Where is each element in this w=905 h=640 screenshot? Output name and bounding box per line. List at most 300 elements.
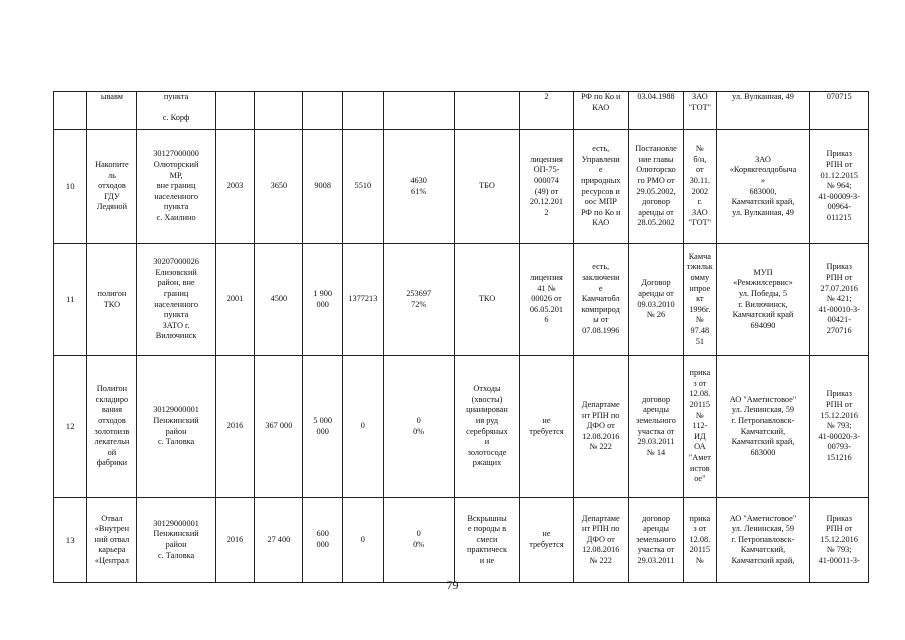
cell-text-line: 683000 — [750, 447, 776, 457]
cell-text-line: ОП-75- — [533, 165, 560, 175]
cell-text: 2016 — [226, 421, 244, 431]
cell-text-line: Накопите — [95, 160, 129, 170]
cell-text-line: фабрики — [96, 458, 128, 468]
cell-text-line: и — [484, 437, 490, 447]
cell-text: 0 — [360, 534, 365, 544]
cell-text-line: АО "Аметистовое" — [729, 513, 797, 523]
cell-license — [520, 92, 573, 130]
cell-text-line: 2 — [544, 92, 549, 101]
cell-text-line: 151216 — [826, 452, 852, 462]
cell-text-line: Управлени — [581, 154, 620, 164]
cell-text-line: пункта — [163, 92, 189, 101]
cell-text-line: 30129000001 — [153, 518, 199, 528]
cell-text-line: есть, — [592, 262, 610, 272]
cell-code — [137, 356, 215, 498]
table-row — [54, 130, 869, 244]
cell-text-line: ул. Вулканная, 49 — [732, 207, 794, 217]
cell-license — [520, 356, 573, 498]
cell-text-line: № 14 — [646, 447, 666, 457]
cell-text-line: лицензия — [530, 273, 563, 283]
cell-license — [520, 498, 573, 583]
cell-text-line: Камчатский край, — [731, 197, 795, 207]
cell-text-line: ИД — [694, 431, 706, 441]
cell-text-line: 30207000026 — [153, 257, 199, 267]
cell-text-line: ия руд — [475, 415, 499, 425]
cell-text-line: «Внутрен — [94, 524, 130, 534]
cell-text-line: 15.12.2016 — [820, 410, 858, 420]
cell-text-line: 600 — [316, 529, 329, 539]
cell-text-line: "ГОТ" — [688, 218, 712, 228]
cell-text-line: Приказ — [826, 149, 852, 159]
cell-text-line: оос МПР — [584, 197, 617, 207]
cell-text-line: 20115 — [689, 400, 711, 410]
cell-text: 9008 — [314, 181, 331, 191]
cell-text-line: земельного — [636, 415, 676, 425]
cell-text-line: 06.05.201 — [529, 304, 564, 314]
cell-text-line: «Корякгеолдобыча — [729, 165, 797, 175]
cell-area — [255, 92, 303, 130]
cell-text-line: ЗАО — [691, 207, 708, 217]
cell-operator — [716, 498, 810, 583]
cell-text-line: Департаме — [581, 513, 620, 523]
cell-text-line: Отходы — [473, 384, 501, 394]
cell-text-line: 29.05.2002, — [636, 186, 676, 196]
cell-text-line: истов — [690, 463, 710, 473]
cell-text-line: омму — [690, 273, 710, 283]
cell-text-line: 000 — [316, 426, 329, 436]
cell-text-line: № — [695, 144, 704, 154]
cell-text-line: ГДУ — [104, 191, 120, 201]
cell-text-line: ний отвал — [94, 534, 130, 544]
cell-text-line: ДФО от — [586, 421, 615, 431]
cell-accumulated — [343, 130, 384, 244]
cell-waste — [454, 356, 520, 498]
cell-text-line: 15.12.2016 — [820, 534, 858, 544]
cell-text-line: ЗАО — [755, 154, 771, 164]
cell-capacity — [303, 244, 343, 356]
cell-text-line: серебряных — [466, 426, 508, 436]
cell-text-line: границ — [163, 288, 189, 298]
cell-text-line: 000 — [316, 299, 329, 309]
cell-text-line: 41-00011-З- — [818, 555, 860, 565]
cell-area — [255, 244, 303, 356]
cell-land — [628, 244, 683, 356]
cell-text-line: (49) от — [534, 186, 559, 196]
cell-text-line: нт РПН по — [582, 410, 620, 420]
cell-text-line: не — [542, 415, 551, 425]
cell-operator — [716, 356, 810, 498]
cell-no — [54, 498, 87, 583]
cell-text: 13 — [65, 534, 75, 545]
cell-text-line: № — [695, 315, 704, 325]
cell-order — [810, 244, 869, 356]
cell-expertise — [573, 356, 628, 498]
cell-text-line: 0% — [413, 426, 425, 436]
cell-decision — [684, 92, 716, 130]
cell-remaining — [383, 130, 454, 244]
cell-text-line: № 793; — [826, 421, 852, 431]
cell-text-line: пункта — [163, 202, 189, 212]
cell-expertise — [573, 130, 628, 244]
cell-text-line: район, вне — [157, 278, 195, 288]
cell-expertise — [573, 92, 628, 130]
cell-text-line: 03.04.1988 — [637, 92, 675, 101]
cell-text: 4500 — [270, 294, 288, 304]
cell-text-line: з от — [693, 378, 707, 388]
cell-text-line: 0 — [416, 415, 421, 425]
cell-text: 367 000 — [265, 421, 293, 431]
cell-text-line: (хвосты) — [471, 394, 503, 404]
cell-text-line: 72% — [411, 299, 427, 309]
cell-text-line: ул. Вулканная, 49 — [732, 92, 794, 101]
cell-text-line: от — [696, 165, 704, 175]
cell-capacity — [303, 92, 343, 130]
cell-accumulated — [343, 498, 384, 583]
cell-decision — [684, 130, 716, 244]
cell-text-line: Олюторский — [153, 160, 199, 170]
cell-accumulated — [343, 356, 384, 498]
cell-text-line: "ГОТ" — [688, 102, 712, 112]
cell-text-line: 12.08. — [689, 534, 711, 544]
cell-text-line: е — [598, 165, 603, 175]
cell-text-line: г. — [697, 197, 703, 207]
cell-text-line: Камча — [688, 251, 711, 261]
cell-text-line: МУП — [753, 267, 773, 277]
cell-text-line: аренды от — [638, 207, 674, 217]
cell-text-line: 2002 — [691, 186, 709, 196]
cell-code — [137, 130, 215, 244]
cell-accumulated — [343, 92, 384, 130]
cell-license — [520, 130, 573, 244]
cell-text-line: населенного — [154, 299, 198, 309]
cell-text-line: 2 — [544, 207, 549, 217]
cell-waste — [454, 130, 520, 244]
cell-text-line: с. Корф — [162, 113, 190, 123]
cell-text-line: земельного — [636, 534, 676, 544]
cell-text-line: РФ по Ко и — [580, 207, 621, 217]
registry-table — [53, 91, 869, 583]
cell-text-line: Приказ — [826, 389, 852, 399]
cell-text-line: № 222 — [589, 555, 612, 565]
cell-accumulated — [343, 244, 384, 356]
cell-operator — [716, 92, 810, 130]
cell-text-line: складиро — [95, 394, 129, 404]
cell-text-line: 41-00010-З- — [818, 304, 860, 314]
cell-text-line: ДФО от — [586, 534, 615, 544]
cell-text-line: 12.08. — [689, 389, 711, 399]
cell-remaining — [383, 244, 454, 356]
cell-text-line: 30127000000 — [153, 149, 199, 159]
cell-text-line: 30129000001 — [153, 405, 199, 415]
cell-text-line: г. Петропавловск- — [731, 415, 795, 425]
cell-land — [628, 130, 683, 244]
cell-text-line: РПН от — [826, 273, 853, 283]
cell-order — [810, 92, 869, 130]
cell-code — [137, 92, 215, 130]
cell-land — [628, 92, 683, 130]
cell-text-line: 683000, — [749, 186, 777, 196]
cell-text-line: ние главы — [638, 154, 674, 164]
cell-text-line: ржащих — [472, 458, 502, 468]
cell-text-line: 29.03.2011 — [637, 555, 675, 565]
cell-text-line: договор — [642, 513, 670, 523]
cell-text-line: КАО — [592, 218, 610, 228]
cell-text-line: договор — [642, 197, 670, 207]
cell-text-line: Пенжинский — [153, 415, 199, 425]
cell-text-line: ывавм — [100, 92, 123, 101]
cell-text-line: Ледяной — [96, 202, 128, 212]
cell-text-line: 0% — [413, 540, 425, 549]
cell-expertise — [573, 498, 628, 583]
cell-text-line: 4630 — [410, 175, 427, 185]
cell-text-line: Отвал — [101, 513, 123, 523]
cell-text-line: № 421; — [826, 294, 852, 304]
cell-text-line: Договор — [641, 278, 671, 288]
cell-text-line: вне границ — [156, 181, 196, 191]
cell-area — [255, 130, 303, 244]
cell-text-line: 00793- — [827, 442, 851, 452]
cell-text-line: 41-00009-З- — [818, 191, 860, 201]
cell-text-line: Приказ — [826, 262, 852, 272]
cell-text-line: б/н, — [693, 154, 707, 164]
cell-decision — [684, 498, 716, 583]
cell-text-line: 011215 — [826, 212, 852, 222]
cell-text-line: 01.12.2015 — [820, 170, 858, 180]
cell-no — [54, 244, 87, 356]
table-row — [54, 92, 869, 130]
cell-text-line: 000 — [316, 540, 329, 549]
cell-text-line: ул. Победы, 5 — [738, 288, 787, 298]
cell-remaining — [383, 498, 454, 583]
cell-text-line: прика — [689, 513, 711, 523]
cell-text-line: 41 № — [537, 283, 556, 293]
cell-order — [810, 498, 869, 583]
cell-text-line: г. Петропавловск- — [731, 534, 795, 544]
cell-text-line: аренды от — [638, 288, 674, 298]
cell-text-line: Елизовский — [155, 267, 197, 277]
cell-waste — [454, 92, 520, 130]
cell-text-line: Камчатобл — [581, 294, 620, 304]
cell-text-line: ЗАО — [691, 92, 708, 101]
cell-text-line: 0 — [416, 529, 421, 539]
cell-text-line: ль — [107, 170, 116, 180]
cell-text-line: РПН от — [826, 524, 853, 534]
cell-text-line: ресурсов и — [581, 186, 620, 196]
cell-text-line: 694090 — [750, 320, 776, 330]
cell-text-line: 12.08.2016 — [582, 545, 620, 555]
cell-text-line: 97.48 — [690, 325, 710, 335]
cell-text-line: карьера — [98, 545, 126, 555]
cell-text-line: 1996г. — [689, 304, 711, 314]
cell-name — [87, 130, 137, 244]
cell-text-line: аренды — [643, 524, 669, 534]
cell-name — [87, 244, 137, 356]
cell-area — [255, 356, 303, 498]
cell-text-line: 51 — [695, 336, 704, 346]
cell-year — [215, 356, 255, 498]
cell-land — [628, 356, 683, 498]
cell-text-line: 5 000 — [313, 415, 333, 425]
cell-text-line: с. Хаилино — [156, 212, 196, 222]
cell-text-line — [138, 103, 213, 114]
cell-text-line: с. Таловка — [157, 437, 195, 447]
cell-text-line: комприрод — [581, 304, 620, 314]
cell-text-line: смеси — [476, 534, 498, 544]
cell-land — [628, 498, 683, 583]
cell-decision — [684, 356, 716, 498]
cell-text-line: кт — [696, 294, 704, 304]
cell-text-line: пункта — [163, 310, 189, 320]
cell-waste — [454, 244, 520, 356]
cell-text-line: 000074 — [534, 175, 559, 185]
cell-text-line: есть, — [592, 144, 610, 154]
cell-text-line: г. Вилючинск, — [738, 299, 788, 309]
cell-text-line: Камчатский край — [732, 310, 794, 320]
cell-text-line: договор — [642, 394, 670, 404]
cell-text-line: Камчатский край, — [731, 437, 795, 447]
table-row — [54, 244, 869, 356]
cell-no — [54, 92, 87, 130]
page-number: 79 — [446, 578, 459, 592]
cell-text-line: с. Таловка — [157, 550, 195, 560]
cell-text: 12 — [65, 421, 75, 432]
cell-text-line: Камчатский край, — [731, 555, 795, 565]
cell-name — [87, 498, 137, 583]
cell-text-line: 20115 — [689, 545, 711, 555]
cell-decision — [684, 244, 716, 356]
table-row — [54, 356, 869, 498]
cell-text-line: нпрое — [689, 283, 711, 293]
cell-capacity — [303, 356, 343, 498]
cell-text-line: 12.08.2016 — [582, 431, 620, 441]
cell-text-line: РПН от — [826, 400, 853, 410]
cell-text-line: 61% — [411, 186, 427, 196]
cell-text-line: лекательн — [94, 437, 130, 447]
cell-text: 2016 — [226, 534, 244, 544]
cell-text-line: КАО — [592, 102, 610, 112]
cell-text-line: ТБО — [479, 181, 495, 191]
cell-text-line: тжильк — [686, 262, 713, 272]
cell-text-line: требуется — [529, 426, 564, 436]
cell-text: 10 — [65, 181, 75, 192]
cell-text-line: аренды — [643, 405, 669, 415]
cell-text-line: ое" — [694, 474, 706, 484]
cell-text-line: требуется — [529, 540, 564, 549]
cell-text-line: золотоизв — [94, 426, 130, 436]
cell-text-line: Департаме — [581, 400, 620, 410]
cell-text-line: участка от — [637, 545, 675, 555]
cell-text: 0 — [360, 421, 365, 431]
cell-text-line: золотосоде — [467, 447, 507, 457]
cell-text: 5510 — [354, 181, 372, 191]
cell-text-line: ОА — [694, 442, 706, 452]
cell-capacity — [303, 498, 343, 583]
cell-text-line: РПН от — [826, 160, 853, 170]
cell-text-line: лицензия — [530, 154, 563, 164]
cell-text-line: 28.05.2002 — [637, 218, 675, 228]
cell-text-line: з от — [693, 524, 707, 534]
cell-text-line: отходов — [98, 181, 126, 191]
cell-text-line: ТКО — [103, 299, 121, 309]
cell-text-line: 07.08.1996 — [582, 325, 620, 335]
cell-text-line: цианирован — [466, 405, 508, 415]
cell-text-line: » — [760, 175, 766, 185]
cell-name — [87, 92, 137, 130]
cell-area — [255, 498, 303, 583]
cell-text-line: № 222 — [589, 442, 612, 452]
cell-text-line: прика — [689, 368, 711, 378]
cell-remaining — [383, 92, 454, 130]
cell-text-line: нт РПН по — [582, 524, 620, 534]
cell-year — [215, 244, 255, 356]
cell-text-line: 6 — [544, 315, 549, 325]
cell-text-line: ТКО — [478, 294, 496, 304]
cell-text-line: район — [165, 426, 187, 436]
cell-text-line: заключени — [581, 273, 620, 283]
cell-code — [137, 244, 215, 356]
cell-text-line: 30.11. — [689, 175, 711, 185]
cell-order — [810, 356, 869, 498]
cell-text-line: 070715 — [826, 92, 852, 101]
cell-operator — [716, 130, 810, 244]
cell-text-line: ы от — [593, 315, 609, 325]
cell-text-line: "Амет — [688, 452, 711, 462]
cell-text-line: № 26 — [646, 310, 666, 320]
cell-text-line: практическ — [466, 545, 508, 555]
cell-text-line: 09.03.2010 — [637, 299, 675, 309]
cell-text-line: Олюторско — [636, 165, 676, 175]
cell-name — [87, 356, 137, 498]
cell-code — [137, 498, 215, 583]
cell-text-line: отходов — [98, 415, 126, 425]
cell-text-line: Полигон — [96, 384, 128, 394]
cell-text-line: го РМО от — [637, 175, 675, 185]
cell-text-line: 27.07.2016 — [820, 283, 858, 293]
cell-text-line: ул. Ленинская, 59 — [731, 405, 795, 415]
cell-text-line: 00026 от — [531, 294, 562, 304]
cell-text-line: Камчатский, — [740, 426, 786, 436]
cell-text-line: ой — [107, 447, 117, 457]
cell-text-line: вания — [101, 405, 123, 415]
cell-text-line: Приказ — [826, 513, 852, 523]
cell-text-line: АО "Аметистовое" — [729, 394, 797, 404]
cell-text-line: РФ по Ко и — [580, 92, 621, 101]
cell-text-line: участка от — [637, 426, 675, 436]
cell-text-line: № — [695, 410, 704, 420]
cell-no — [54, 356, 87, 498]
cell-text-line: ул. Ленинская, 59 — [731, 524, 795, 534]
cell-text-line: природных — [581, 175, 621, 185]
cell-text-line: е породы в — [467, 524, 507, 534]
cell-capacity — [303, 130, 343, 244]
cell-text: 2001 — [226, 294, 244, 304]
cell-text-line: «Ремжилсервис» — [733, 278, 793, 288]
cell-waste — [454, 498, 520, 583]
cell-text-line: 270716 — [826, 325, 852, 335]
cell-text-line: 00421- — [827, 315, 851, 325]
cell-text-line: МР, — [169, 170, 183, 180]
cell-text-line: № 793; — [826, 545, 852, 555]
cell-order — [810, 130, 869, 244]
cell-text-line: полигон — [97, 288, 127, 298]
cell-operator — [716, 244, 810, 356]
cell-text: 3650 — [270, 181, 288, 191]
cell-text-line: Камчатский, — [740, 545, 786, 555]
cell-text-line: 253697 — [406, 288, 432, 298]
cell-text: 2003 — [226, 181, 244, 191]
table-row — [54, 498, 869, 583]
cell-text: 11 — [65, 294, 75, 305]
